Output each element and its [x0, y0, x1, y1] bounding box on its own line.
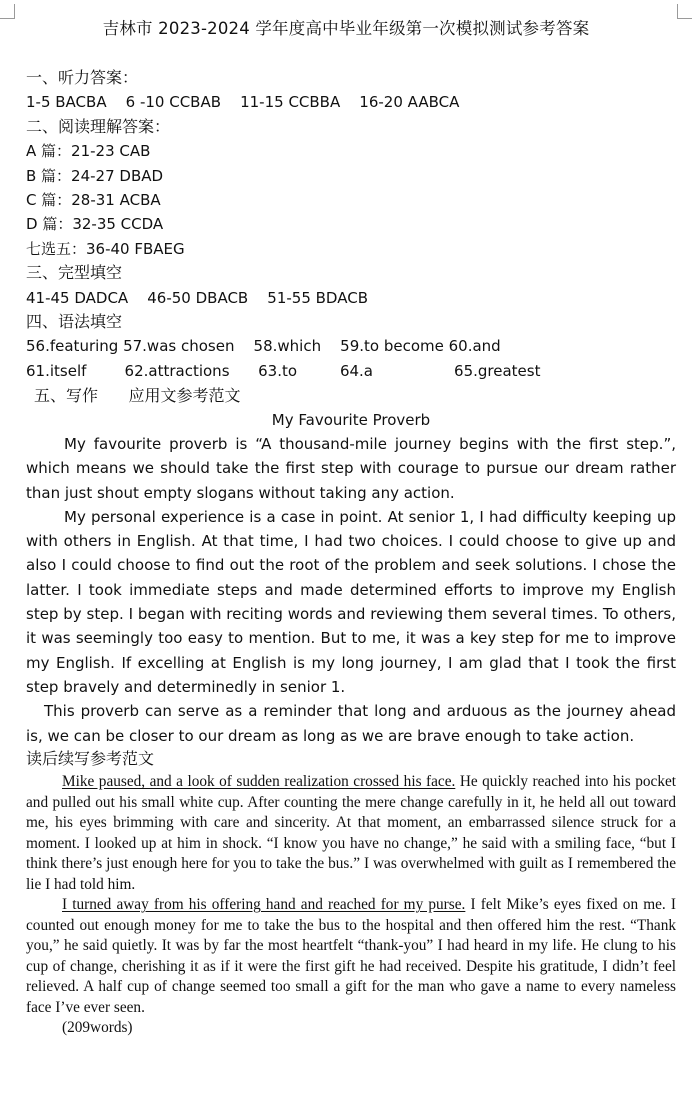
document-title: 吉林市 2023-2024 学年度高中毕业年级第一次模拟测试参考答案: [102, 19, 590, 38]
grammar-answers-line2: 61.itself 62.attractions 63.to 64.a 65.greatest: [26, 361, 541, 380]
essay: [26, 408, 676, 748]
continuation-paragraph: [26, 895, 676, 1018]
essay-paragraph: My favourite proverb is “A thousand-mile journey begins with the first step.”, which means we should take the first step with courage to pursue our dream rather than just shout empty slogans without taking any action.: [26, 435, 676, 502]
reading-c-answers: C 篇：28-31 ACBA: [26, 191, 161, 210]
essay-paragraph: This proverb can serve as a reminder that long and arduous as the journey ahead is, we can be closer to our dream as long as we are brave enough to take action.: [26, 702, 676, 745]
essay-paragraph: My personal experience is a case in point. At senior 1, I had difficulty keeping up with others in English. At that time, I had two choices. I could choose to give up and also I could choose to find out the root of the problem and seek solutions. I chose the latter. I took immediate steps and made determined efforts to improve my English step by step. I began with reciting words and reviewing them several times. To others, it was seemingly too easy to mention. But to me, it was a key step for me to improve my English. If excelling at English is my long journey, I am glad that I took the first step bravely and determinedly in senior 1.: [26, 507, 676, 696]
cloze-answers: 41-45 DADCA 46-50 DBACB 51-55 BDACB: [26, 288, 368, 307]
continuation-lead-sentence: I turned away from his offering hand and reached for my purse.: [62, 896, 466, 913]
continuation-heading-block: [26, 747, 676, 771]
word-count: (209words): [62, 1019, 133, 1036]
essay-title: My Favourite Proverb: [271, 411, 431, 429]
continuation-paragraph: [26, 772, 676, 895]
seven-five-answers: 七选五：36-40 FBAEG: [26, 239, 185, 258]
listening-heading: 一、听力答案：: [26, 68, 139, 87]
reading-heading: 二、阅读理解答案：: [26, 116, 171, 136]
continuation-body: I felt Mike’s eyes fixed on me. I counted out enough money for me to take the bus to the hospital and then offered him the rest. “Thank you,” he said quietly. It was by far the most heartfelt “thank-you” I had heard in my life. He clung to his cup of change, cherishing it as if it were the first gift he had received. Despite his gratitude, I didn’t feel relieved. A half cup of change seemed too small a gift for the man who gave a name to every nameless face I’ve ever seen.: [26, 896, 676, 1016]
reading-d-answers: D 篇：32-35 CCDA: [26, 215, 164, 234]
continuation-lead-sentence: Mike paused, and a look of sudden realization crossed his face.: [62, 773, 456, 790]
grammar-answers-line1: 56.featuring 57.was chosen 58.which 59.to become 60.and: [26, 337, 501, 356]
grammar-heading: 四、语法填空: [26, 312, 123, 332]
writing-section: [34, 384, 674, 408]
continuation-body: He quickly reached into his pocket and pulled out his small white cup. After counting the mere change carefully in it, he held all out toward me, his eyes brimming with care and sincerity. At that moment, an embarrassed silence struck for a moment. I looked up at him in shock. “I know you have no change,” he said with a smiling face, “but I think there’s just enough here for you to take the bus.” I was overwhelmed with guilt as I remembered the lie I had told him.: [26, 773, 677, 893]
writing-heading: 五、写作 应用文参考范文: [34, 386, 241, 405]
continuation-essay: [26, 772, 676, 1039]
answer-key: [26, 66, 676, 383]
cloze-heading: 三、完型填空: [26, 263, 123, 283]
reading-a-answers: A 篇：21-23 CAB: [26, 142, 151, 161]
continuation-heading: 读后续写参考范文: [26, 749, 155, 768]
listening-answers: 1-5 BACBA 6 -10 CCBAB 11-15 CCBBA 16-20 AABCA: [26, 93, 460, 112]
reading-b-answers: B 篇：24-27 DBAD: [26, 166, 164, 185]
